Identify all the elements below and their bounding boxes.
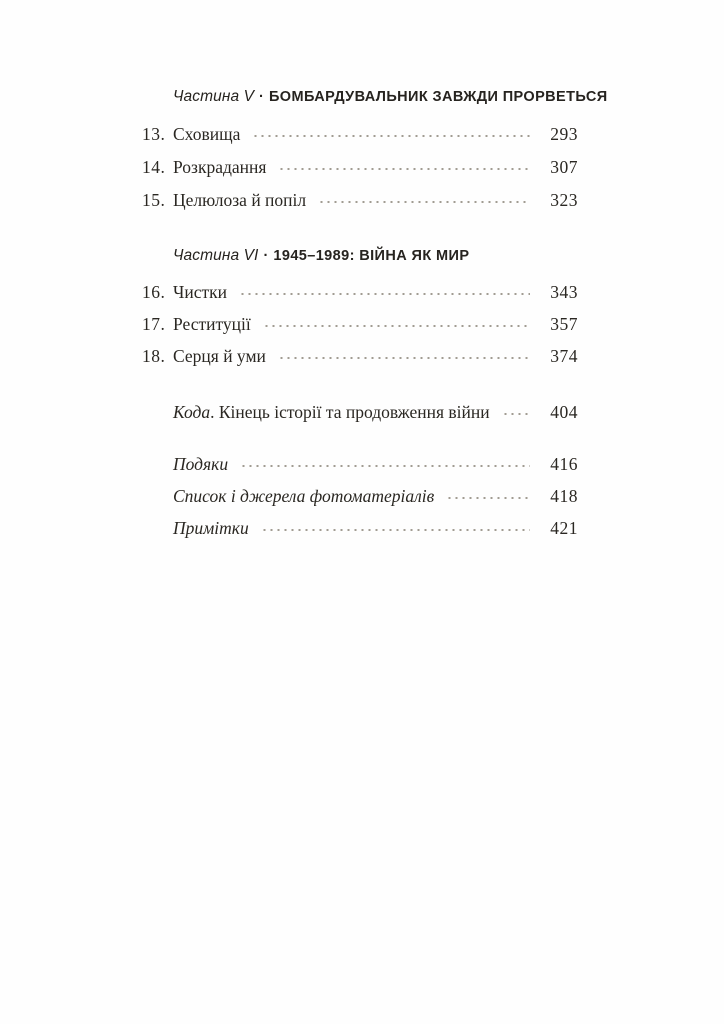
coda-label: Кода xyxy=(173,402,211,422)
entry-number: 15. xyxy=(142,190,166,210)
toc-backmatter-acknowledgements xyxy=(173,453,578,475)
entry-page-number: 418 xyxy=(550,486,578,506)
dot-leader xyxy=(278,165,530,173)
entry-page-number: 374 xyxy=(550,346,578,366)
entry-page-number: 307 xyxy=(550,157,578,177)
dot-leader xyxy=(278,354,530,362)
part-vi-title: 1945–1989: ВІЙНА ЯК МИР xyxy=(273,248,470,264)
entry-number: 16. xyxy=(142,282,166,302)
entry-title: Чистки xyxy=(173,282,228,302)
part-v-label: Частина V xyxy=(173,88,255,105)
entry-title: Примітки xyxy=(173,518,249,538)
entry-page-number: 416 xyxy=(550,454,578,474)
part-v-title: БОМБАРДУВАЛЬНИК ЗАВЖДИ ПРОРВЕТЬСЯ xyxy=(268,89,608,105)
entry-page-number: 404 xyxy=(550,402,578,422)
part-vi-heading xyxy=(173,245,578,267)
entry-page-number: 357 xyxy=(550,314,578,334)
entry-number: 14. xyxy=(142,157,166,177)
coda-title: . Кінець історії та продовження війни xyxy=(210,402,490,422)
entry-title: Реституції xyxy=(173,314,251,334)
dot-leader xyxy=(252,132,530,140)
entry-page-number: 343 xyxy=(550,282,578,302)
heading-separator-dot: · xyxy=(259,89,264,105)
entry-number: 18. xyxy=(142,346,166,366)
dot-leader xyxy=(239,290,530,298)
dot-leader xyxy=(446,494,530,502)
toc-entry-14 xyxy=(142,156,578,178)
entry-title: Сховища xyxy=(173,124,241,144)
entry-title: Розкрадання xyxy=(173,157,267,177)
entry-title: Целюлоза й попіл xyxy=(173,190,307,210)
dot-leader xyxy=(263,322,530,330)
toc-backmatter-photo-credits xyxy=(173,485,578,507)
toc-entry-13 xyxy=(142,123,578,145)
toc-coda-entry xyxy=(173,401,578,423)
entry-title: Серця й уми xyxy=(173,346,266,366)
toc-entry-18 xyxy=(142,345,578,367)
toc-entry-17 xyxy=(142,313,578,335)
entry-page-number: 293 xyxy=(550,124,578,144)
dot-leader xyxy=(318,198,530,206)
part-v-heading xyxy=(173,86,608,108)
heading-separator-dot: · xyxy=(263,248,269,264)
toc-entry-15 xyxy=(142,189,578,211)
dot-leader xyxy=(502,410,530,418)
table-of-contents xyxy=(142,86,608,539)
part-vi-label: Частина VI xyxy=(173,247,259,264)
toc-entry-16 xyxy=(142,281,578,303)
dot-leader xyxy=(261,526,530,534)
entry-number: 17. xyxy=(142,314,166,334)
entry-title: Список і джерела фотоматеріалів xyxy=(173,486,435,506)
dot-leader xyxy=(240,462,530,470)
entry-title: Подяки xyxy=(173,454,229,474)
entry-number: 13. xyxy=(142,124,166,144)
entry-page-number: 323 xyxy=(550,190,578,210)
entry-page-number: 421 xyxy=(550,518,578,538)
toc-backmatter-notes xyxy=(173,517,578,539)
